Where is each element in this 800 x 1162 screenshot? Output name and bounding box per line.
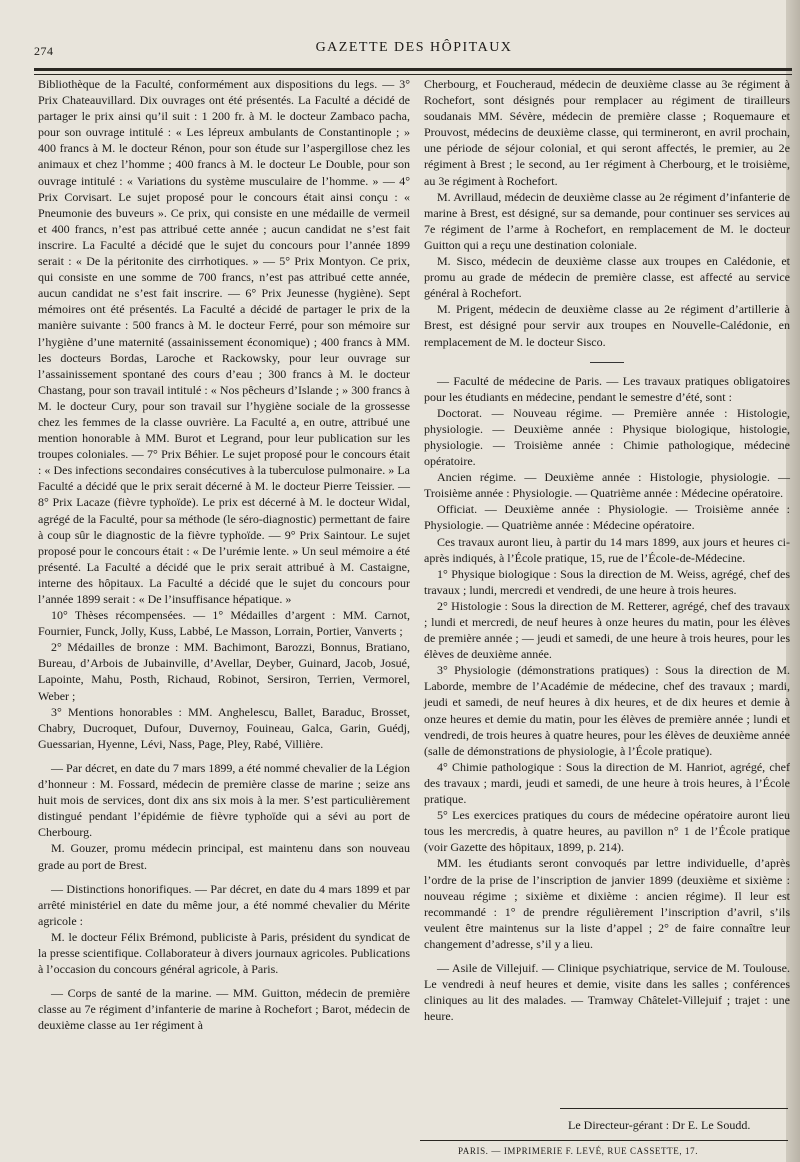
paragraph-theses-silver: 10° Thèses récompensées. — 1° Médailles d’argent : MM. Carnot, Fournier, Funck, Jolly, Kuss, Labbé, Le Masson, Lorrain, Portier, Vanverts ; xyxy=(38,608,410,639)
paragraph-chimie: 4° Chimie pathologique : Sous la direction de M. Hanriot, agrégé, chef des travaux ; mardi, jeudi et samedi, de une heure à trois heures, à l’École pratique. xyxy=(424,759,790,807)
paragraph-sisco: M. Sisco, médecin de deuxième classe aux troupes en Calédonie, et promu au grade de médecin de première classe, est affecté au service général à Rochefort. xyxy=(424,254,790,301)
paragraph-histologie: 2° Histologie : Sous la direction de M. Retterer, agrégé, chef des travaux ; lundi et mercredi, de neuf heures à onze heures du matin, pour les élèves de première année ; — jeudi et samedi, de une heure à trois heures, pour les élèves de deuxième année. xyxy=(424,598,790,662)
paragraph-villejuif: — Asile de Villejuif. — Clinique psychiatrique, service de M. Toulouse. Le vendredi à neuf heures et demie, visite dans les salles ; conférences cliniques au lit des malades. — Tramway Châtelet-Villejuif ; trajet : une heure. xyxy=(424,960,790,1024)
paragraph-convocation: MM. les étudiants seront convoqués par lettre individuelle, d’après l’ordre de la prise de l’inscription de janvier 1899 (deuxième et sixième : nouveau régime ; sixième et dixième : ancien régime). Il leur est recommandé : 1° de prendre régulièrement l’inscription d’avril, s’ils veulent être maintenus sur la liste d’appel ; 2° de faire connaître leur changement d’adresse, s’il y a lieu. xyxy=(424,856,790,951)
journal-title: GAZETTE DES HÔPITAUX xyxy=(315,40,513,55)
page-header xyxy=(34,40,794,62)
paragraph-bremond: M. le docteur Félix Brémond, publiciste à Paris, président du syndicat de la presse scientifique. Collaborateur à divers journaux agricoles. Publications à l’occasion du concours général agricole, à Paris. xyxy=(38,929,410,977)
paragraph-cherbourg: Cherbourg, et Foucheraud, médecin de deuxième classe au 3e régiment à Rochefort, sont désignés pour remplacer au régiment de tirailleurs soudanais MM. Sévère, médecin de première classe ; Roquemaure et Prouvost, médecins de deuxième classe, qui termineront, en avril prochain, une période de séjour colonial, et qui seront affectés, le premier, au 2e régiment à Brest ; le second, au 1er régiment à Cherbourg, et le troisième, au 3e régiment à Rochefort. xyxy=(424,77,790,188)
paragraph-legion-honneur: — Par décret, en date du 7 mars 1899, a été nommé chevalier de la Légion d’honneur : M. Fossard, médecin de première classe de marine ; seize ans huit mois de services, dont dix ans six mois à la mer. S’est particulièrement distingué pendant l’épidémie de fièvre typhoïde qui a sévi au port de Cherbourg. xyxy=(38,760,410,840)
paragraph-theses-bronze: 2° Médailles de bronze : MM. Bachimont, Barozzi, Bonnus, Bratiano, Bureau, d’Arbois de Jubainville, d’Avellar, Deyber, Guinard, Jacob, Josué, Lapointe, Mahu, Posth, Richaud, Robinot, Sersiron, Terrien, Vermorel, Weber ; xyxy=(38,640,410,703)
paragraph-corps-sante: — Corps de santé de la marine. — MM. Guitton, médecin de première classe au 7e régiment d’infanterie de marine à Rochefort ; Barot, médecin de deuxième classe au 1er régiment à xyxy=(38,986,410,1033)
section-divider xyxy=(590,362,624,363)
paragraph-avrillaud: M. Avrillaud, médecin de deuxième classe au 2e régiment d’infanterie de marine à Brest, est désigné, sur sa demande, pour continuer ses services au 7e régiment de l’arme à Rochefort, en remplacement de M. le docteur Guitton qui a reçu une destination coloniale. xyxy=(424,189,790,252)
paragraph-ancien-regime: Ancien régime. — Deuxième année : Histologie, physiologie. — Troisième année : Physiologie. — Quatrième année : Médecine opératoire. xyxy=(424,470,790,501)
header-rule-thin xyxy=(34,74,792,75)
printer-imprint: PARIS. — IMPRIMERIE F. LEVÉ, RUE CASSETTE, 17. xyxy=(458,1146,699,1156)
paragraph-physiologie: 3° Physiologie (démonstrations pratiques) : Sous la direction de M. Laborde, membre de l’Académie de médecine, chef des travaux ; mardi, jeudi et samedi, de neuf heures à dix heures, et de dix heures et demie à onze heures et demie du matin, pour les élèves de première année ; lundi et vendredi, de trois heures à quatre heures, pour les élèves de deuxième année (salle de démonstrations de physiologie, à l’École pratique). xyxy=(424,663,790,758)
paragraph-faculte: — Faculté de médecine de Paris. — Les travaux pratiques obligatoires pour les étudiants en médecine, pendant le semestre d’été, sont : xyxy=(424,373,790,404)
left-column xyxy=(38,76,410,1033)
paragraph-doctorat: Doctorat. — Nouveau régime. — Première année : Histologie, physiologie. — Deuxième année : Physique biologique, histologie, physiologie. — Troisième année : Chimie pathologique, médecine opératoire. xyxy=(424,405,790,469)
printer-rule xyxy=(420,1140,788,1141)
paragraph-distinctions: — Distinctions honorifiques. — Par décret, en date du 4 mars 1899 et par arrêté ministériel en date du même jour, a été nommé chevalier du Mérite agricole : xyxy=(38,881,410,928)
paragraph-exercices: 5° Les exercices pratiques du cours de médecine opératoire auront lieu tous les mercredis, à quatre heures, au pavillon n° 1 de l’École pratique (voir Gazette des hôpitaux, 1899, p. 214). xyxy=(424,808,790,855)
paragraph-prigent: M. Prigent, médecin de deuxième classe au 2e régiment d’artillerie à Brest, est désigné pour servir aux troupes en Nouvelle-Calédonie, en remplacement de M. le docteur Sisco. xyxy=(424,302,790,349)
paragraph-officiat: Officiat. — Deuxième année : Physiologie. — Troisième année : Physiologie. — Quatrième année : Médecine opératoire. xyxy=(424,502,790,533)
paragraph-gouzer: M. Gouzer, promu médecin principal, est maintenu dans son nouveau grade au port de Brest. xyxy=(38,841,410,872)
paragraph-schedule-intro: Ces travaux auront lieu, à partir du 14 mars 1899, aux jours et heures ci-après indiqués, à l’École pratique, 15, rue de l’École-de-Médecine. xyxy=(424,534,790,565)
paragraph-prizes: Bibliothèque de la Faculté, conformément aux dispositions du legs. — 3° Prix Chateauvillard. Dix ouvrages ont été présentés. La Faculté a décidé de partager le prix ainsi qu’il suit : 1 200 fr. à M. le docteur Zambaco pacha, pour son ouvrage intitulé : « Les lépreux ambulants de Constantinople ; » 400 francs à M. le docteur Rénon, pour son étude sur l’aspergillose chez les animaux et chez l’homme ; 400 francs à M. le docteur Le Double, pour son ouvrage intitulé : « Variations du système musculaire de l’homme. » — 4° Prix Corvisart. Le sujet proposé pour le concours était ainsi conçu : « Pneumonie des buveurs ». Ce prix, qui consiste en une médaille de vermeil et 400 francs, n’est pas attribué cette année ; aucun candidat ne s’est fait inscrire. La Faculté a décidé que le sujet du concours pour l’année 1899 serait : « De la péritonite des cirrhotiques. » — 5° Prix Montyon. Ce prix, qui consiste en une somme de 700 francs, n’est pas attribué cette année, aucun candidat ne s’est fait inscrire. — 6° Prix Jeunesse (hygiène). Sept mémoires ont été présentés. La Faculté a décidé de partager le prix de la manière suivante : 500 francs à M. le docteur Ferré, pour son mémoire sur l’hygiène d’une maternité (assainissement économique) ; 400 francs à MM. les docteurs Bordas, Laroche et Rackowsky, pour leur ouvrage sur l’assainissement spontané des cours d’eau ; 300 francs à M. le docteur Chastang, pour son travail intitulé : « Nos pêcheurs d’Islande ; » 300 francs à M. le docteur Cury, pour son travail sur l’hygiène sociale de la grossesse chez les femmes de la classe ouvrière. La Faculté a, en outre, attribué une mention honorable à MM. Burot et Legrand, pour leur publication sur les troupes coloniales. — 7° Prix Béhier. Le sujet proposé pour le concours était : « Des infections secondaires consécutives à la tuberculose pulmonaire. » La Faculté a décidé que le prix serait décerné à M. le docteur Pierre Teissier. — 8° Prix Lacaze (fièvre typhoïde). Le prix est décerné à M. le docteur Widal, agrégé de la Faculté, pour sa méthode (le séro-diagnostic) permettant de faire à coup sûr le diagnostic de la fièvre typhoïde. — 9° Prix Saintour. Le sujet proposé pour le concours était : « De l’urémie lente. » Un seul mémoire a été présenté. La Faculté a décidé que le prix serait attribué à M. Castaigne, interne des hôpitaux. La Faculté a décidé que le sujet du concours pour l’année 1899 serait : « De l’insuffisance hépatique. » xyxy=(38,77,410,606)
paragraph-theses-mentions: 3° Mentions honorables : MM. Anghelescu, Ballet, Baraduc, Brosset, Chabry, Ducroquet, Dufour, Duvernoy, Fouineau, Galca, Garin, Guédj, Guessarian, Hyenne, Lévi, Nass, Page, Pley, Rabé, Villière. xyxy=(38,704,410,751)
right-column xyxy=(424,76,790,1024)
page-number: 274 xyxy=(34,44,54,58)
header-rule-thick xyxy=(34,68,792,71)
signature-rule xyxy=(560,1108,788,1109)
director-signature: Le Directeur-gérant : Dr E. Le Soudd. xyxy=(568,1118,751,1132)
paragraph-physique: 1° Physique biologique : Sous la direction de M. Weiss, agrégé, chef des travaux ; lundi, mercredi et vendredi, de une heure à trois heures. xyxy=(424,566,790,597)
